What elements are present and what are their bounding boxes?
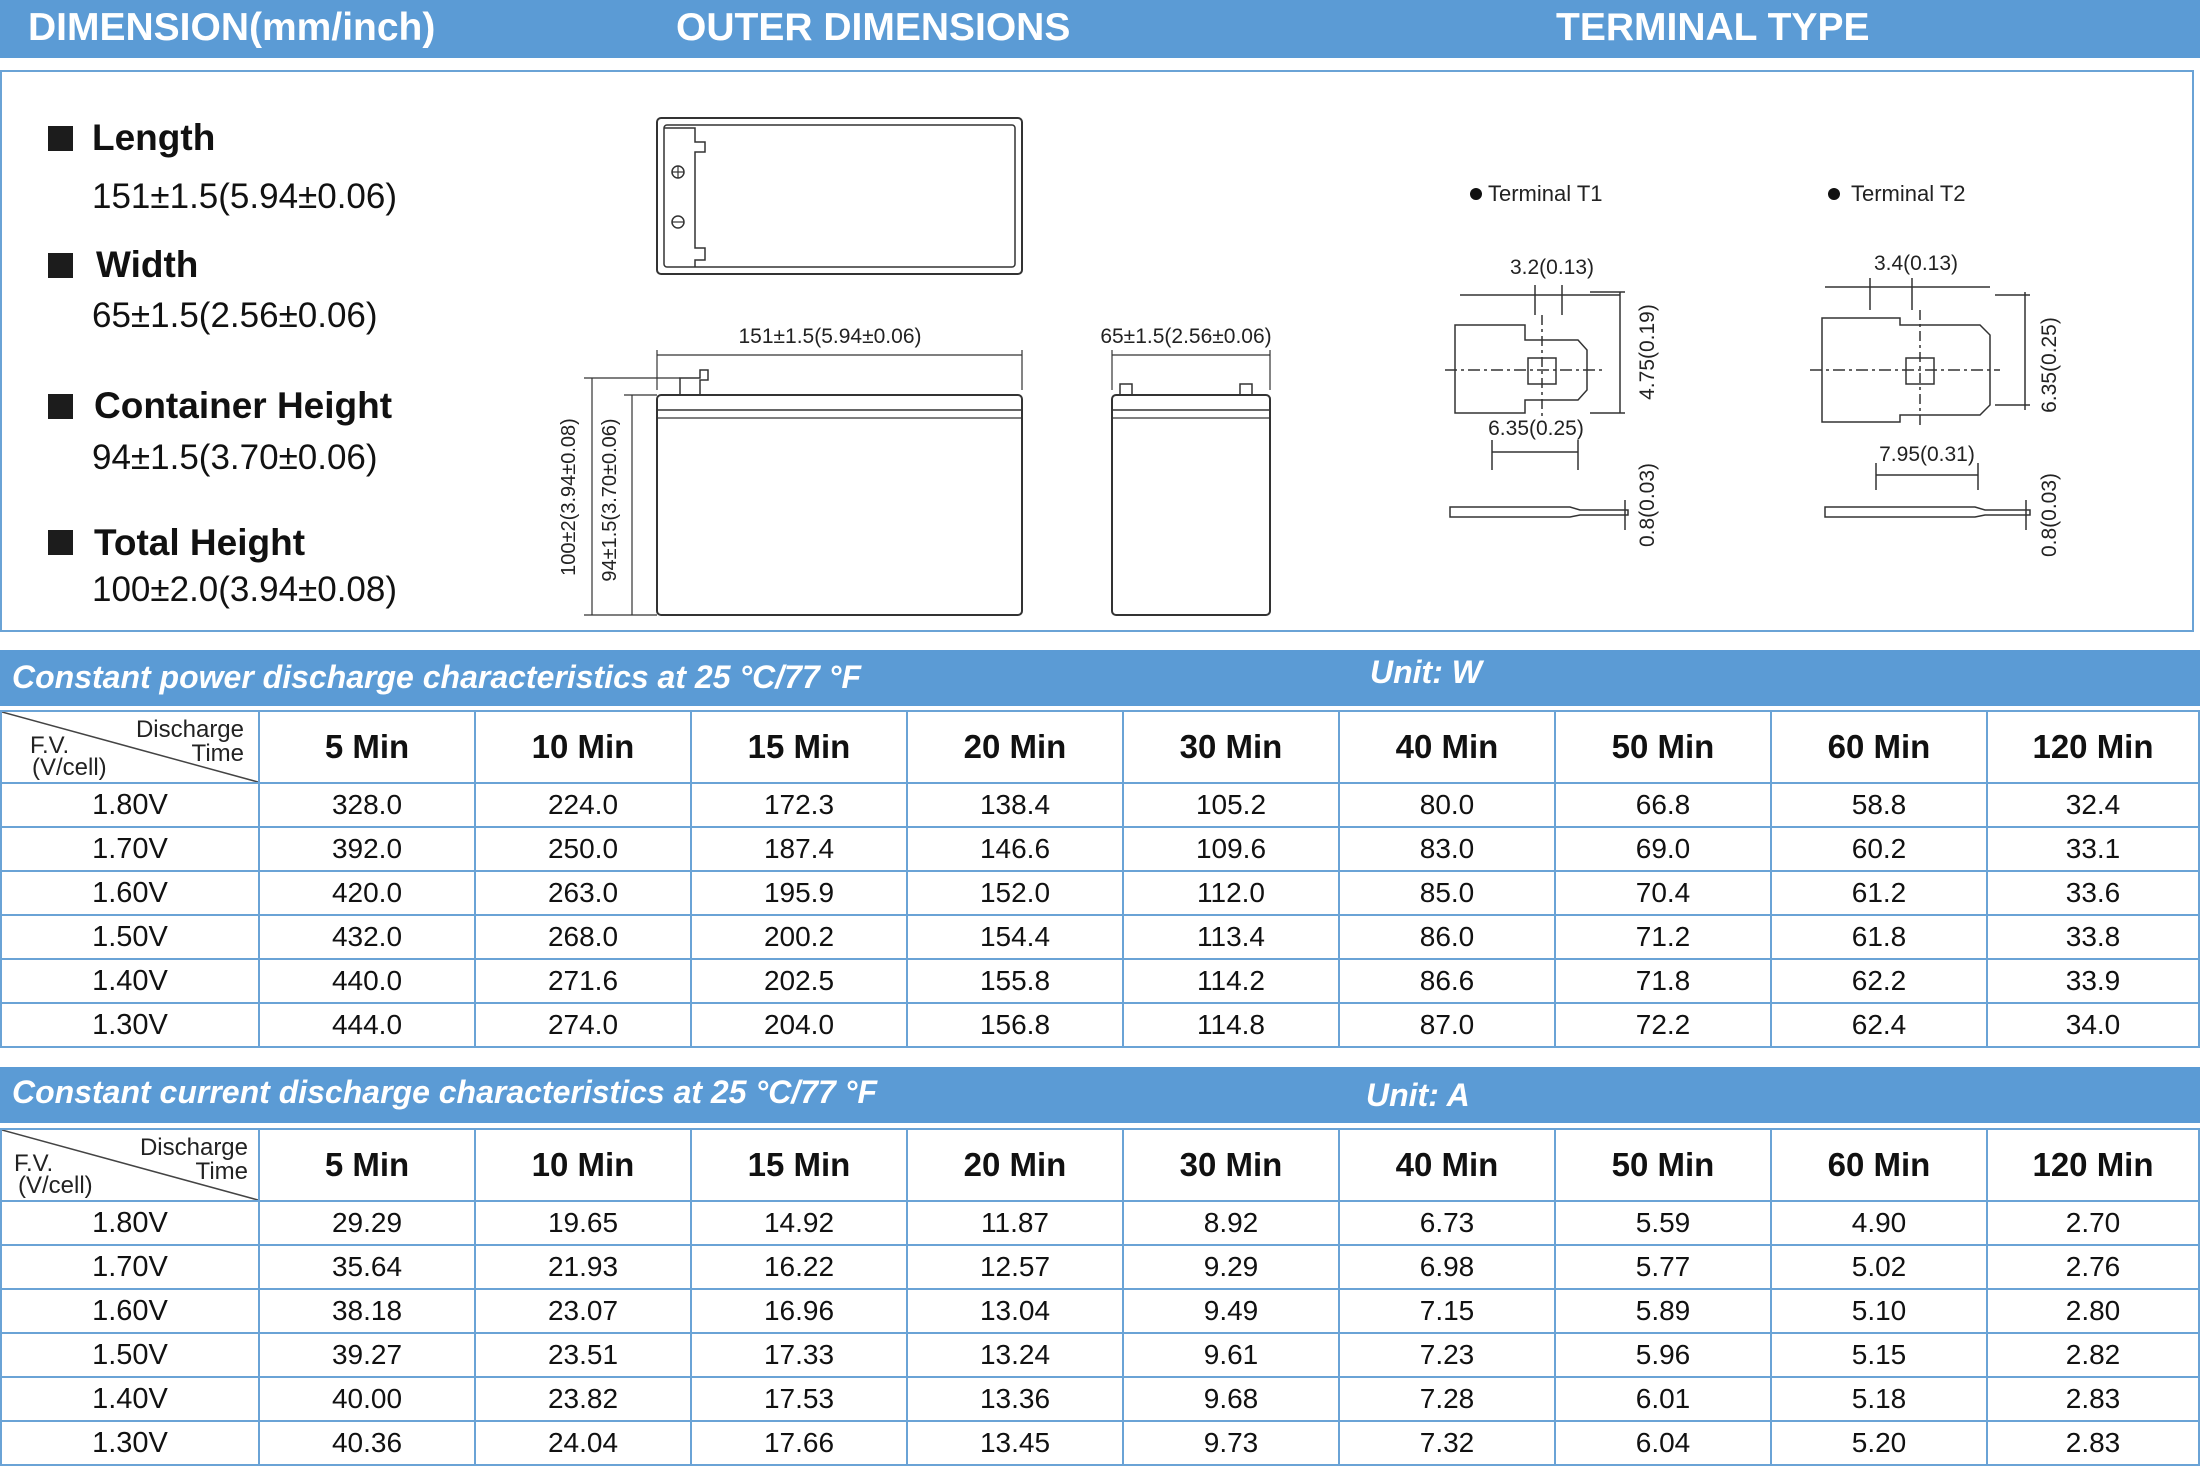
terminal-t2-drawing	[1800, 170, 2100, 570]
front-view-outline	[657, 395, 1022, 615]
column-header: 20 Min	[907, 711, 1123, 783]
value-cell: 155.8	[907, 959, 1123, 1003]
value-cell: 195.9	[691, 871, 907, 915]
value-cell: 13.45	[907, 1421, 1123, 1465]
length-value: 151±1.5(5.94±0.06)	[92, 177, 398, 216]
value-cell: 13.04	[907, 1289, 1123, 1333]
current-table-title: Constant current discharge characteristics at 25 °C/77 °F	[12, 1074, 878, 1110]
power-section-band	[0, 650, 2200, 706]
corner-cell	[1, 1129, 259, 1201]
current-table-body	[1, 1201, 2199, 1465]
square-bullet-icon	[48, 530, 73, 555]
table-row	[1, 827, 2199, 871]
value-cell: 156.8	[907, 1003, 1123, 1047]
value-cell: 5.20	[1771, 1421, 1987, 1465]
corner-time: Time	[191, 740, 244, 767]
column-header: 40 Min	[1339, 1129, 1555, 1201]
column-header: 50 Min	[1555, 711, 1771, 783]
column-header: 30 Min	[1123, 1129, 1339, 1201]
column-header: 20 Min	[907, 1129, 1123, 1201]
t1-side-height: 4.75(0.19)	[1636, 304, 1659, 400]
table-row	[1, 1377, 2199, 1421]
value-cell: 113.4	[1123, 915, 1339, 959]
terminal-type-title: TERMINAL TYPE	[1556, 6, 1870, 49]
t2-top-width: 3.4(0.13)	[1873, 252, 1959, 275]
value-cell: 38.18	[259, 1289, 475, 1333]
container-height-label: Container Height	[94, 385, 393, 426]
length-label: Length	[92, 117, 216, 158]
column-header: 60 Min	[1771, 711, 1987, 783]
corner-fv: F.V.	[14, 1150, 54, 1177]
value-cell: 5.18	[1771, 1377, 1987, 1421]
value-cell: 40.36	[259, 1421, 475, 1465]
square-bullet-icon	[48, 394, 73, 419]
bullet-icon	[1470, 188, 1482, 200]
column-header: 10 Min	[475, 711, 691, 783]
value-cell: 112.0	[1123, 871, 1339, 915]
value-cell: 2.80	[1987, 1289, 2199, 1333]
current-section-band	[0, 1067, 2200, 1123]
value-cell: 80.0	[1339, 783, 1555, 827]
value-cell: 16.96	[691, 1289, 907, 1333]
value-cell: 87.0	[1339, 1003, 1555, 1047]
fv-cell: 1.60V	[1, 1289, 259, 1333]
outer-width-dim: 65±1.5(2.56±0.06)	[1100, 325, 1272, 348]
value-cell: 5.89	[1555, 1289, 1771, 1333]
column-header: 50 Min	[1555, 1129, 1771, 1201]
value-cell: 9.73	[1123, 1421, 1339, 1465]
outer-container-height-dim: 94±1.5(3.70±0.06)	[599, 418, 621, 582]
value-cell: 9.68	[1123, 1377, 1339, 1421]
value-cell: 66.8	[1555, 783, 1771, 827]
value-cell: 13.24	[907, 1333, 1123, 1377]
value-cell: 328.0	[259, 783, 475, 827]
table-row	[1, 959, 2199, 1003]
value-cell: 62.2	[1771, 959, 1987, 1003]
value-cell: 33.8	[1987, 915, 2199, 959]
value-cell: 86.0	[1339, 915, 1555, 959]
table-row	[1, 1245, 2199, 1289]
value-cell: 200.2	[691, 915, 907, 959]
value-cell: 17.66	[691, 1421, 907, 1465]
corner-cell	[1, 711, 259, 783]
corner-time: Time	[195, 1158, 248, 1185]
terminal-t1-name: Terminal T1	[1488, 181, 1603, 206]
value-cell: 105.2	[1123, 783, 1339, 827]
value-cell: 440.0	[259, 959, 475, 1003]
value-cell: 138.4	[907, 783, 1123, 827]
value-cell: 7.23	[1339, 1333, 1555, 1377]
value-cell: 392.0	[259, 827, 475, 871]
value-cell: 12.57	[907, 1245, 1123, 1289]
square-bullet-icon	[48, 253, 73, 278]
table-row	[1, 1201, 2199, 1245]
value-cell: 72.2	[1555, 1003, 1771, 1047]
value-cell: 152.0	[907, 871, 1123, 915]
column-header: 10 Min	[475, 1129, 691, 1201]
t1-thickness: 0.8(0.03)	[1636, 462, 1659, 548]
power-discharge-table	[0, 710, 2200, 1048]
table-row	[1, 1421, 2199, 1465]
outer-dimensions-title: OUTER DIMENSIONS	[676, 6, 1071, 49]
value-cell: 224.0	[475, 783, 691, 827]
table-header-row	[1, 1129, 2199, 1201]
corner-discharge: Discharge	[135, 716, 244, 743]
value-cell: 9.49	[1123, 1289, 1339, 1333]
bullet-icon	[1828, 188, 1840, 200]
table-row	[1, 871, 2199, 915]
value-cell: 9.61	[1123, 1333, 1339, 1377]
column-header: 120 Min	[1987, 1129, 2199, 1201]
value-cell: 5.10	[1771, 1289, 1987, 1333]
outer-total-height-dim: 100±2(3.94±0.08)	[558, 418, 580, 576]
value-cell: 444.0	[259, 1003, 475, 1047]
value-cell: 62.4	[1771, 1003, 1987, 1047]
value-cell: 61.2	[1771, 871, 1987, 915]
value-cell: 7.15	[1339, 1289, 1555, 1333]
column-header: 60 Min	[1771, 1129, 1987, 1201]
fv-cell: 1.40V	[1, 1377, 259, 1421]
value-cell: 7.28	[1339, 1377, 1555, 1421]
column-header: 120 Min	[1987, 711, 2199, 783]
value-cell: 11.87	[907, 1201, 1123, 1245]
fv-cell: 1.70V	[1, 1245, 259, 1289]
value-cell: 2.70	[1987, 1201, 2199, 1245]
value-cell: 33.9	[1987, 959, 2199, 1003]
corner-vcell: (V/cell)	[18, 1172, 93, 1199]
value-cell: 4.90	[1771, 1201, 1987, 1245]
value-cell: 85.0	[1339, 871, 1555, 915]
fv-cell: 1.80V	[1, 1201, 259, 1245]
value-cell: 2.83	[1987, 1421, 2199, 1465]
value-cell: 187.4	[691, 827, 907, 871]
fv-cell: 1.70V	[1, 827, 259, 871]
corner-fv: F.V.	[30, 732, 70, 759]
value-cell: 5.15	[1771, 1333, 1987, 1377]
value-cell: 5.77	[1555, 1245, 1771, 1289]
column-header: 15 Min	[691, 1129, 907, 1201]
header-band	[0, 0, 2200, 58]
table-row	[1, 915, 2199, 959]
t2-thickness: 0.8(0.03)	[2038, 472, 2061, 558]
value-cell: 202.5	[691, 959, 907, 1003]
value-cell: 6.98	[1339, 1245, 1555, 1289]
terminal-t2-name: Terminal T2	[1851, 181, 1966, 206]
terminal-t1-drawing	[1440, 170, 1680, 570]
value-cell: 40.00	[259, 1377, 475, 1421]
column-header: 15 Min	[691, 711, 907, 783]
dimension-title: DIMENSION(mm/inch)	[28, 6, 436, 49]
square-bullet-icon	[48, 126, 73, 151]
total-height-value: 100±2.0(3.94±0.08)	[92, 570, 398, 609]
value-cell: 268.0	[475, 915, 691, 959]
column-header: 30 Min	[1123, 711, 1339, 783]
fv-cell: 1.50V	[1, 915, 259, 959]
value-cell: 6.01	[1555, 1377, 1771, 1421]
t2-side-height: 6.35(0.25)	[2038, 317, 2061, 413]
t1-top-width: 3.2(0.13)	[1509, 256, 1595, 279]
fv-cell: 1.30V	[1, 1421, 259, 1465]
value-cell: 33.1	[1987, 827, 2199, 871]
value-cell: 39.27	[259, 1333, 475, 1377]
value-cell: 109.6	[1123, 827, 1339, 871]
value-cell: 24.04	[475, 1421, 691, 1465]
value-cell: 5.96	[1555, 1333, 1771, 1377]
column-header: 5 Min	[259, 711, 475, 783]
top-view-outline	[657, 118, 1022, 274]
width-label: Width	[96, 244, 199, 285]
value-cell: 154.4	[907, 915, 1123, 959]
fv-cell: 1.30V	[1, 1003, 259, 1047]
value-cell: 17.53	[691, 1377, 907, 1421]
power-table-unit: Unit: W	[1370, 654, 1482, 690]
value-cell: 2.76	[1987, 1245, 2199, 1289]
value-cell: 58.8	[1771, 783, 1987, 827]
fv-cell: 1.50V	[1, 1333, 259, 1377]
power-table-body	[1, 783, 2199, 1047]
value-cell: 6.73	[1339, 1201, 1555, 1245]
value-cell: 9.29	[1123, 1245, 1339, 1289]
t2-length: 7.95(0.31)	[1879, 443, 1975, 466]
value-cell: 5.59	[1555, 1201, 1771, 1245]
value-cell: 2.82	[1987, 1333, 2199, 1377]
table-row	[1, 1003, 2199, 1047]
value-cell: 8.92	[1123, 1201, 1339, 1245]
value-cell: 60.2	[1771, 827, 1987, 871]
value-cell: 17.33	[691, 1333, 907, 1377]
value-cell: 274.0	[475, 1003, 691, 1047]
table-row	[1, 1289, 2199, 1333]
fv-cell: 1.60V	[1, 871, 259, 915]
value-cell: 204.0	[691, 1003, 907, 1047]
value-cell: 23.07	[475, 1289, 691, 1333]
outer-length-dim: 151±1.5(5.94±0.06)	[738, 325, 922, 348]
value-cell: 71.2	[1555, 915, 1771, 959]
fv-cell: 1.40V	[1, 959, 259, 1003]
corner-vcell: (V/cell)	[32, 754, 107, 781]
column-header: 5 Min	[259, 1129, 475, 1201]
table-row	[1, 1333, 2199, 1377]
total-height-label: Total Height	[94, 522, 306, 563]
value-cell: 7.32	[1339, 1421, 1555, 1465]
outer-dimensions-drawing	[540, 100, 1320, 630]
value-cell: 432.0	[259, 915, 475, 959]
value-cell: 16.22	[691, 1245, 907, 1289]
side-view-outline	[1112, 395, 1270, 615]
value-cell: 146.6	[907, 827, 1123, 871]
power-table-title: Constant power discharge characteristics at 25 °C/77 °F	[12, 659, 861, 695]
value-cell: 33.6	[1987, 871, 2199, 915]
value-cell: 71.8	[1555, 959, 1771, 1003]
fv-cell: 1.80V	[1, 783, 259, 827]
container-height-value: 94±1.5(3.70±0.06)	[92, 438, 378, 477]
value-cell: 34.0	[1987, 1003, 2199, 1047]
value-cell: 250.0	[475, 827, 691, 871]
value-cell: 114.2	[1123, 959, 1339, 1003]
value-cell: 29.29	[259, 1201, 475, 1245]
value-cell: 21.93	[475, 1245, 691, 1289]
width-value: 65±1.5(2.56±0.06)	[92, 296, 378, 335]
t1-length: 6.35(0.25)	[1488, 417, 1584, 440]
table-header-row	[1, 711, 2199, 783]
value-cell: 420.0	[259, 871, 475, 915]
value-cell: 69.0	[1555, 827, 1771, 871]
value-cell: 23.51	[475, 1333, 691, 1377]
value-cell: 271.6	[475, 959, 691, 1003]
value-cell: 19.65	[475, 1201, 691, 1245]
value-cell: 5.02	[1771, 1245, 1987, 1289]
current-table-unit: Unit: A	[1366, 1077, 1470, 1113]
table-row	[1, 783, 2199, 827]
value-cell: 114.8	[1123, 1003, 1339, 1047]
value-cell: 32.4	[1987, 783, 2199, 827]
column-header: 40 Min	[1339, 711, 1555, 783]
value-cell: 86.6	[1339, 959, 1555, 1003]
value-cell: 6.04	[1555, 1421, 1771, 1465]
value-cell: 13.36	[907, 1377, 1123, 1421]
value-cell: 263.0	[475, 871, 691, 915]
value-cell: 2.83	[1987, 1377, 2199, 1421]
value-cell: 70.4	[1555, 871, 1771, 915]
value-cell: 83.0	[1339, 827, 1555, 871]
value-cell: 61.8	[1771, 915, 1987, 959]
current-discharge-table	[0, 1128, 2200, 1466]
corner-discharge: Discharge	[139, 1134, 248, 1161]
value-cell: 35.64	[259, 1245, 475, 1289]
value-cell: 23.82	[475, 1377, 691, 1421]
value-cell: 172.3	[691, 783, 907, 827]
value-cell: 14.92	[691, 1201, 907, 1245]
